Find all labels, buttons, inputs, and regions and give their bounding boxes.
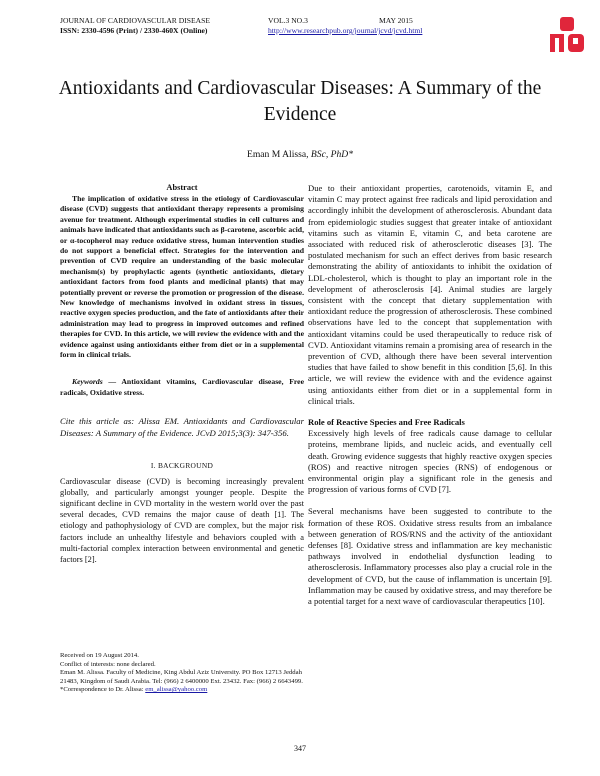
volume-issue: VOL.3 NO.3	[268, 16, 308, 25]
conflict-statement: Conflict of interests: none declared.	[60, 660, 156, 668]
author-affiliation: Eman M. Alissa. Faculty of Medicine, King Abdul Aziz University. PO Box 12713 Jeddah 21483, Kingdom of Saudi Arabia. Tel: (966) 2 6400000 Ext. 23432. Fax: (966) 2 6643499.	[60, 669, 303, 685]
background-paragraph: Cardiovascular disease (CVD) is becoming increasingly prevalent globally, and particularly amongst younger people. Despite the significant decline in CVD mortality in the western world over the past several decades, CVD remains the major cause of death [1]. The etiology and pathophysiology of CVD are complex, but the major risk factors include an unhealthy lifestyle and behaviors coupled with a multi-factorial complex interaction between environmental and genetic factors [2].	[60, 477, 304, 564]
journal-logo-icon	[547, 14, 587, 54]
received-date: Received on 19 August 2014.	[60, 652, 139, 659]
journal-name: JOURNAL OF CARDIOVASCULAR DISEASE	[60, 16, 210, 25]
keywords-text: — Antioxidant vitamins, Cardiovascular disease, Free radicals, Oxidative stress.	[60, 377, 304, 397]
author-name: Eman M Alissa,	[246, 149, 311, 160]
section-heading-background: I. BACKGROUND	[150, 461, 214, 471]
logo-dot	[560, 17, 574, 31]
abstract-text: The implication of oxidative stress in the etiology of Cardiovascular disease (CVD) suggests that antioxidant therapy represents a promising avenue for treatment. Although experimental studies in cell cultures and animals have indicated that antioxidants such as β-carotene, ascorbic acid, or α-tocopherol may reduce oxidative stress, human intervention studies do not support a beneficial effect. Strategies for the intervention and prevention of CVD require an understanding of the basic molecular mechanism(s) by prophylactic agents (synthetic antioxidants, dietary antioxidant factors from food plants and medicinal plants) that may potentially prevent or reverse the promotion or progression of the disease. New knowledge of mechanisms involved in oxidant stress in tissues, reactive oxygen species production, and the fate of antioxidants after their administration may lead to progress in improved outcomes and refined therapies for CVD. In this article, we will review the evidence with and the evidence against using antioxidants either from diet or in a supplemental form in clinical trials.	[60, 193, 304, 360]
citation: Cite this article as: Alissa EM. Antioxidants and Cardiovascular Diseases: A Summary of the Evidence. JCvD 2015;3(3): 347-356.	[60, 416, 304, 438]
issn: ISSN: 2330-4596 (Print) / 2330-460X (Online)	[60, 26, 208, 35]
reactive-species-paragraph: Excessively high levels of free radicals cause damage to cellular proteins, membrane lipids, and nucleic acids, and eventually cell death. Growing evidence suggests that highly reactive oxygen species (ROS) and reactive nitrogen species (RNS) of endogenous or environmental origin play a significant role in the genesis and progression of various forms of CVD [7].	[308, 428, 552, 495]
journal-url-link[interactable]: http://www.researchpub.org/journal/jcvd/jcvd.html	[268, 26, 423, 35]
logo-cut-left	[555, 38, 559, 52]
page-number: 347	[294, 744, 306, 753]
mechanisms-paragraph: Several mechanisms have been suggested to contribute to the formation of these ROS. Oxidative stress results from an imbalance between generation of ROS/RNS and the activity of the antioxidant defenses [8]. Oxidative stress and inflammation are key mechanistic pathways involved in endothelial dysfunction leading to atherosclerosis. Inflammatory processes also play a crucial role in the development of CVD, but the cause of inflammation is uncertain [9]. Inflammation may be caused by oxidative stress, and may therefore be a potential target for a next wave of cardiovascular therapeutics [10].	[308, 506, 552, 606]
intro-paragraph: Due to their antioxidant properties, carotenoids, vitamin E, and vitamin C may protect against free radicals and lipid peroxidation and accordingly inhibit the development of atherosclerosis. Abundant data from epidemiologic studies suggest that greater intake of antioxidant vitamins such as vitamin E, vitamin C, and beta carotene are associated with reduced risk of atherosclerotic diseases [3]. The postulated mechanism for such an effect derives from basic research demonstrating the ability of antioxidants to inhibit the oxidation of LDL-cholesterol, which is thought to play an important role in the development of atherosclerosis [4]. Animal studies are largely consistent with the concept that dietary supplementation with antioxidant reduce the progression of atherosclerosis. These combined observations have led to the concept that supplementation with antioxidant vitamins could be used therapeutically to reduce risk of CVD. Antioxidant vitamins remain a promising area of research in the prevention of CVD, although there have been several intervention studies that have failed to show benefit in this condition [5,6]. In this article, we will review the evidence with and the evidence against using antioxidants either from diet or in a supplemental form in clinical trials.	[308, 183, 552, 406]
right-column	[308, 183, 552, 607]
left-column	[60, 183, 304, 565]
article-title: Antioxidants and Cardiovascular Diseases: A Summary of the Evidence	[58, 78, 542, 125]
footnotes	[60, 652, 305, 695]
correspondence	[60, 686, 305, 695]
keywords	[60, 377, 304, 398]
keywords-label: Keywords	[72, 377, 103, 387]
abstract-heading: Abstract	[166, 183, 198, 192]
section-heading-reactive-species: Role of Reactive Species and Free Radicals	[308, 417, 465, 428]
author-line	[100, 149, 500, 160]
email-link[interactable]: em_alissa@yahoo.com	[145, 686, 208, 694]
correspondence-prefix: *Correspondence to Dr. Alissa:	[60, 686, 146, 694]
issue-date: MAY 2015	[379, 16, 413, 25]
author-degrees: BSc, PhD*	[310, 149, 354, 160]
logo-cut-right	[573, 38, 578, 44]
